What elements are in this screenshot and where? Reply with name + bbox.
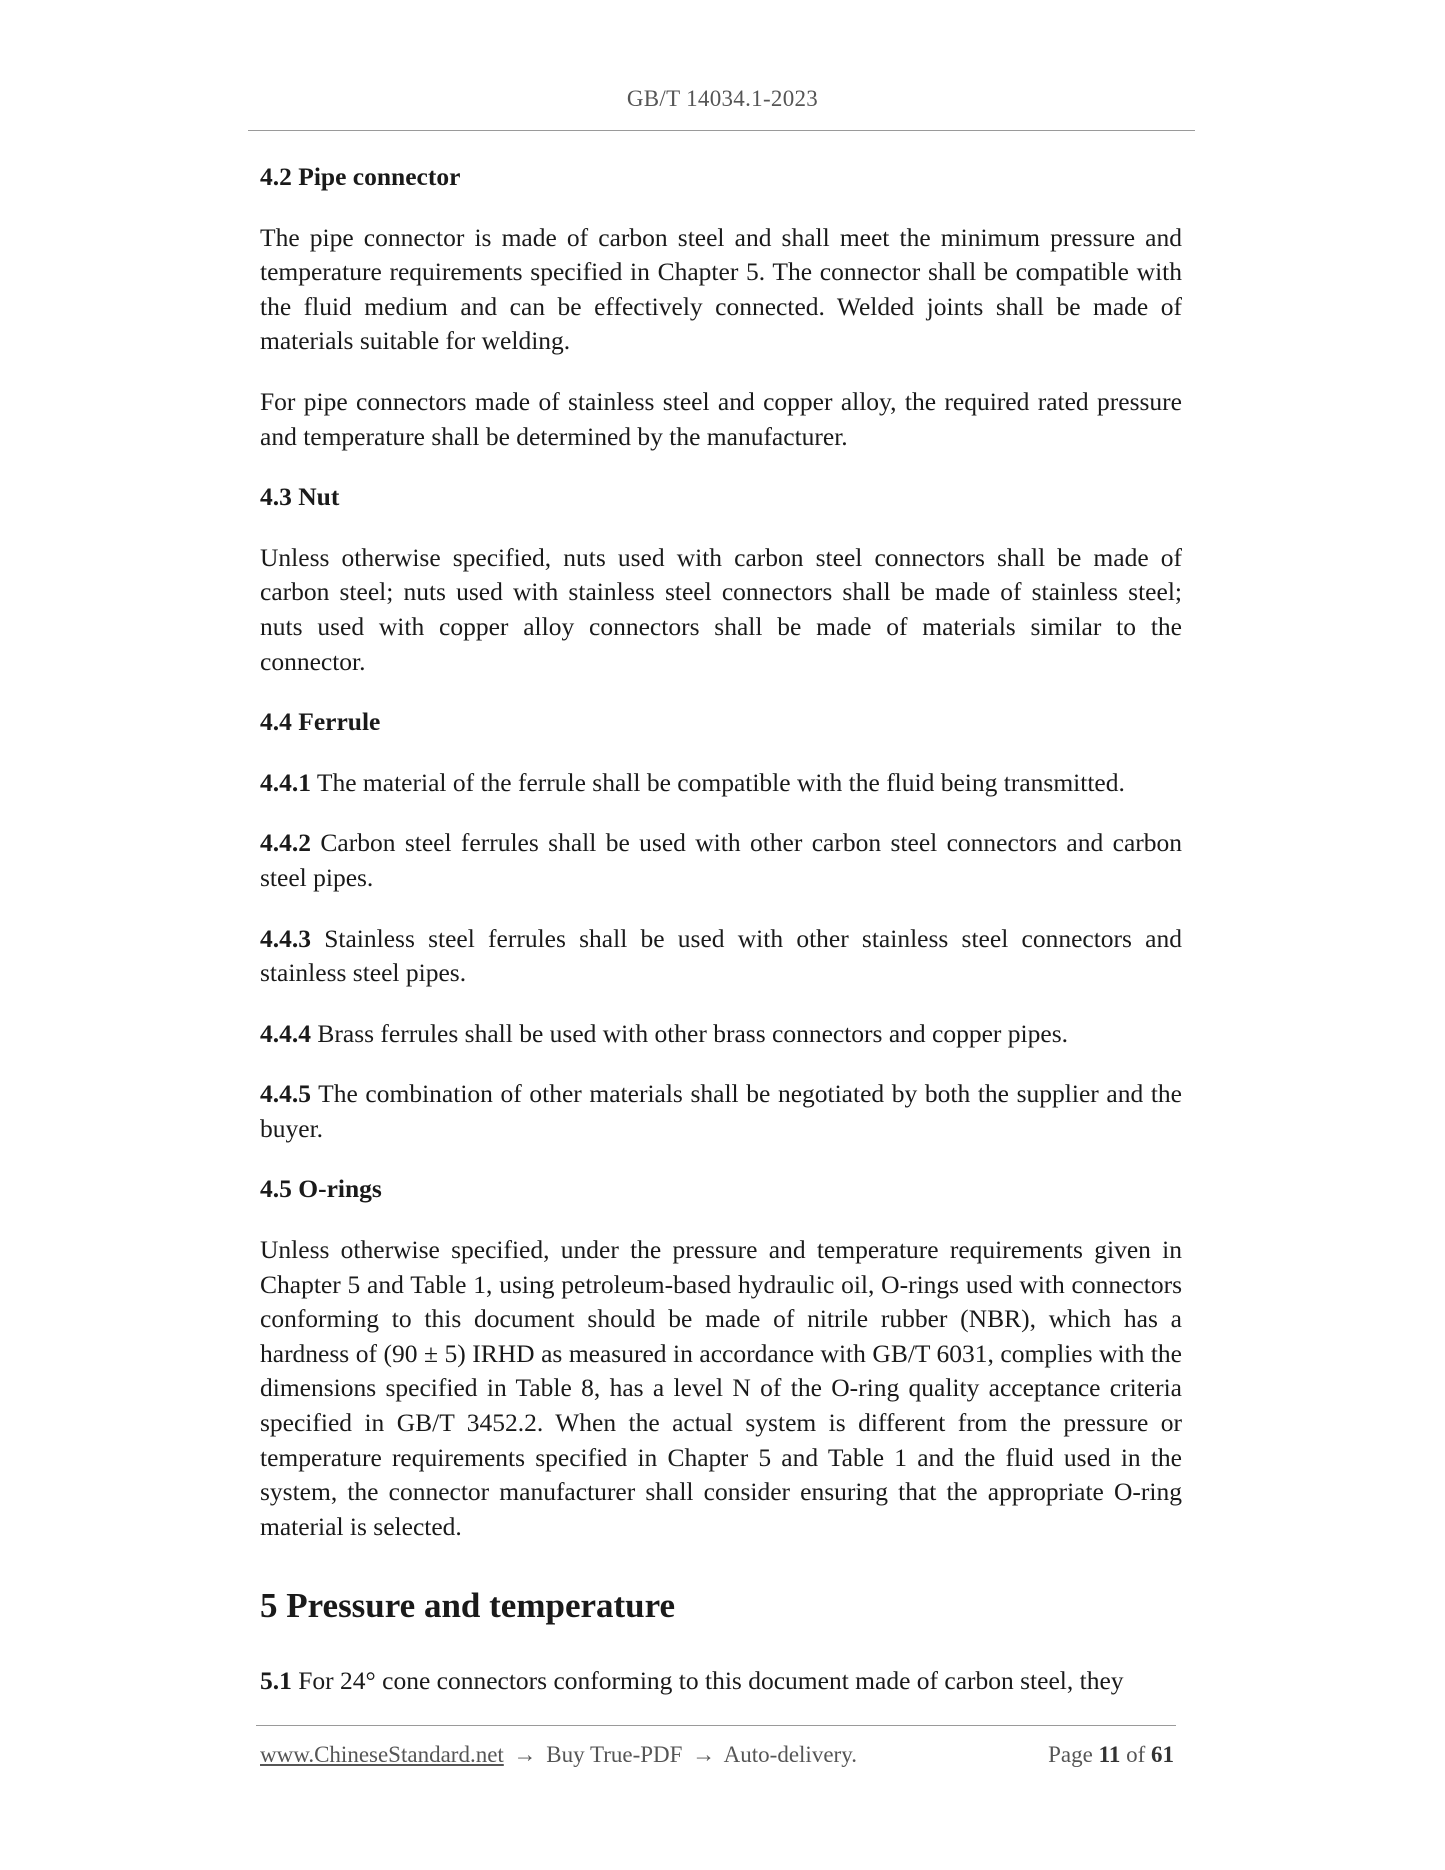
page-current: 11 — [1098, 1742, 1121, 1767]
clause-5-1 — [260, 1664, 1182, 1699]
page-of-label: of — [1126, 1742, 1146, 1767]
chapter-5-heading: 5 Pressure and temperature — [260, 1586, 676, 1626]
clause-number: 4.4.2 — [260, 828, 311, 858]
clause-text: Carbon steel ferrules shall be used with other carbon steel connectors and carbon steel pipes. — [260, 828, 1182, 892]
footer-promo — [260, 1742, 857, 1768]
section-4-5-heading: 4.5 O-rings — [260, 1174, 382, 1204]
website-link[interactable]: www.ChineseStandard.net — [260, 1742, 504, 1767]
document-footer — [260, 1742, 1174, 1768]
section-4-2-heading: 4.2 Pipe connector — [260, 162, 461, 191]
clause-text: Stainless steel ferrules shall be used with other stainless steel connectors and stainless steel pipes. — [260, 923, 1182, 988]
arrow-right-icon: → — [513, 1742, 537, 1767]
section-4-5-paragraph-1: Unless otherwise specified, under the pressure and temperature requirements given in Chapter 5 and Table 1, using petroleum-based hydraulic oil, O-rings used with connectors conforming to this document should be made of nitrile rubber (NBR), which has a hardness of (90 ± 5) IRHD as measured in accordance with GB/T 6031, complies with the dimensions specified in Table 8, has a level N of the O-ring quality acceptance criteria specified in GB/T 3452.2. When the actual system is different from the pressure or temperature requirements specified in Chapter 5 and Table 1 and the fluid used in the system, the connector manufacturer shall consider ensuring that the appropriate O-ring material is selected. — [260, 1235, 1182, 1541]
clause-4-4-4 — [260, 1017, 1182, 1052]
section-4-2-paragraph-1: The pipe connector is made of carbon steel and shall meet the minimum pressure and temperature requirements specified in Chapter 5. The connector shall be compatible with the fluid medium and can be effectively connected. Welded joints shall be made of materials suitable for welding. — [260, 222, 1182, 356]
clause-number: 4.4.1 — [260, 767, 311, 797]
delivery-text: Auto-delivery. — [723, 1742, 857, 1767]
section-4-4-heading: 4.4 Ferrule — [260, 707, 381, 737]
page-indicator — [1048, 1742, 1174, 1768]
arrow-right-icon: → — [692, 1742, 716, 1767]
clause-text: For 24° cone connectors conforming to this document made of carbon steel, they — [291, 1666, 1124, 1696]
section-4-2-paragraph-2: For pipe connectors made of stainless steel and copper alloy, the required rated pressure and temperature shall be determined by the manufacturer. — [260, 386, 1182, 451]
page-total: 61 — [1151, 1742, 1174, 1767]
section-4-3-heading: 4.3 Nut — [260, 482, 340, 512]
clause-text: The combination of other materials shall be negotiated by both the supplier and the buyer. — [260, 1079, 1182, 1143]
document-body — [260, 160, 1182, 1725]
clause-number: 4.4.5 — [260, 1079, 311, 1109]
clause-4-4-2 — [260, 826, 1182, 895]
footer-divider — [256, 1725, 1176, 1726]
header-divider — [248, 130, 1195, 131]
clause-text: Brass ferrules shall be used with other brass connectors and copper pipes. — [311, 1018, 1068, 1048]
clause-4-4-3 — [260, 922, 1182, 991]
clause-number: 5.1 — [260, 1666, 292, 1696]
buy-text: Buy True-PDF — [546, 1742, 683, 1767]
clause-4-4-1 — [260, 766, 1182, 801]
clause-4-4-5 — [260, 1077, 1182, 1146]
page-label: Page — [1048, 1742, 1093, 1767]
clause-number: 4.4.4 — [260, 1018, 311, 1048]
clause-text: The material of the ferrule shall be compatible with the fluid being transmitted. — [311, 767, 1125, 797]
clause-number: 4.4.3 — [260, 923, 311, 953]
section-4-3-paragraph-1: Unless otherwise specified, nuts used with carbon steel connectors shall be made of carbon steel; nuts used with stainless steel connectors shall be made of stainless steel; nuts used with copper alloy connectors shall be made of materials similar to the connector. — [260, 542, 1182, 676]
document-header: GB/T 14034.1-2023 — [626, 86, 819, 111]
